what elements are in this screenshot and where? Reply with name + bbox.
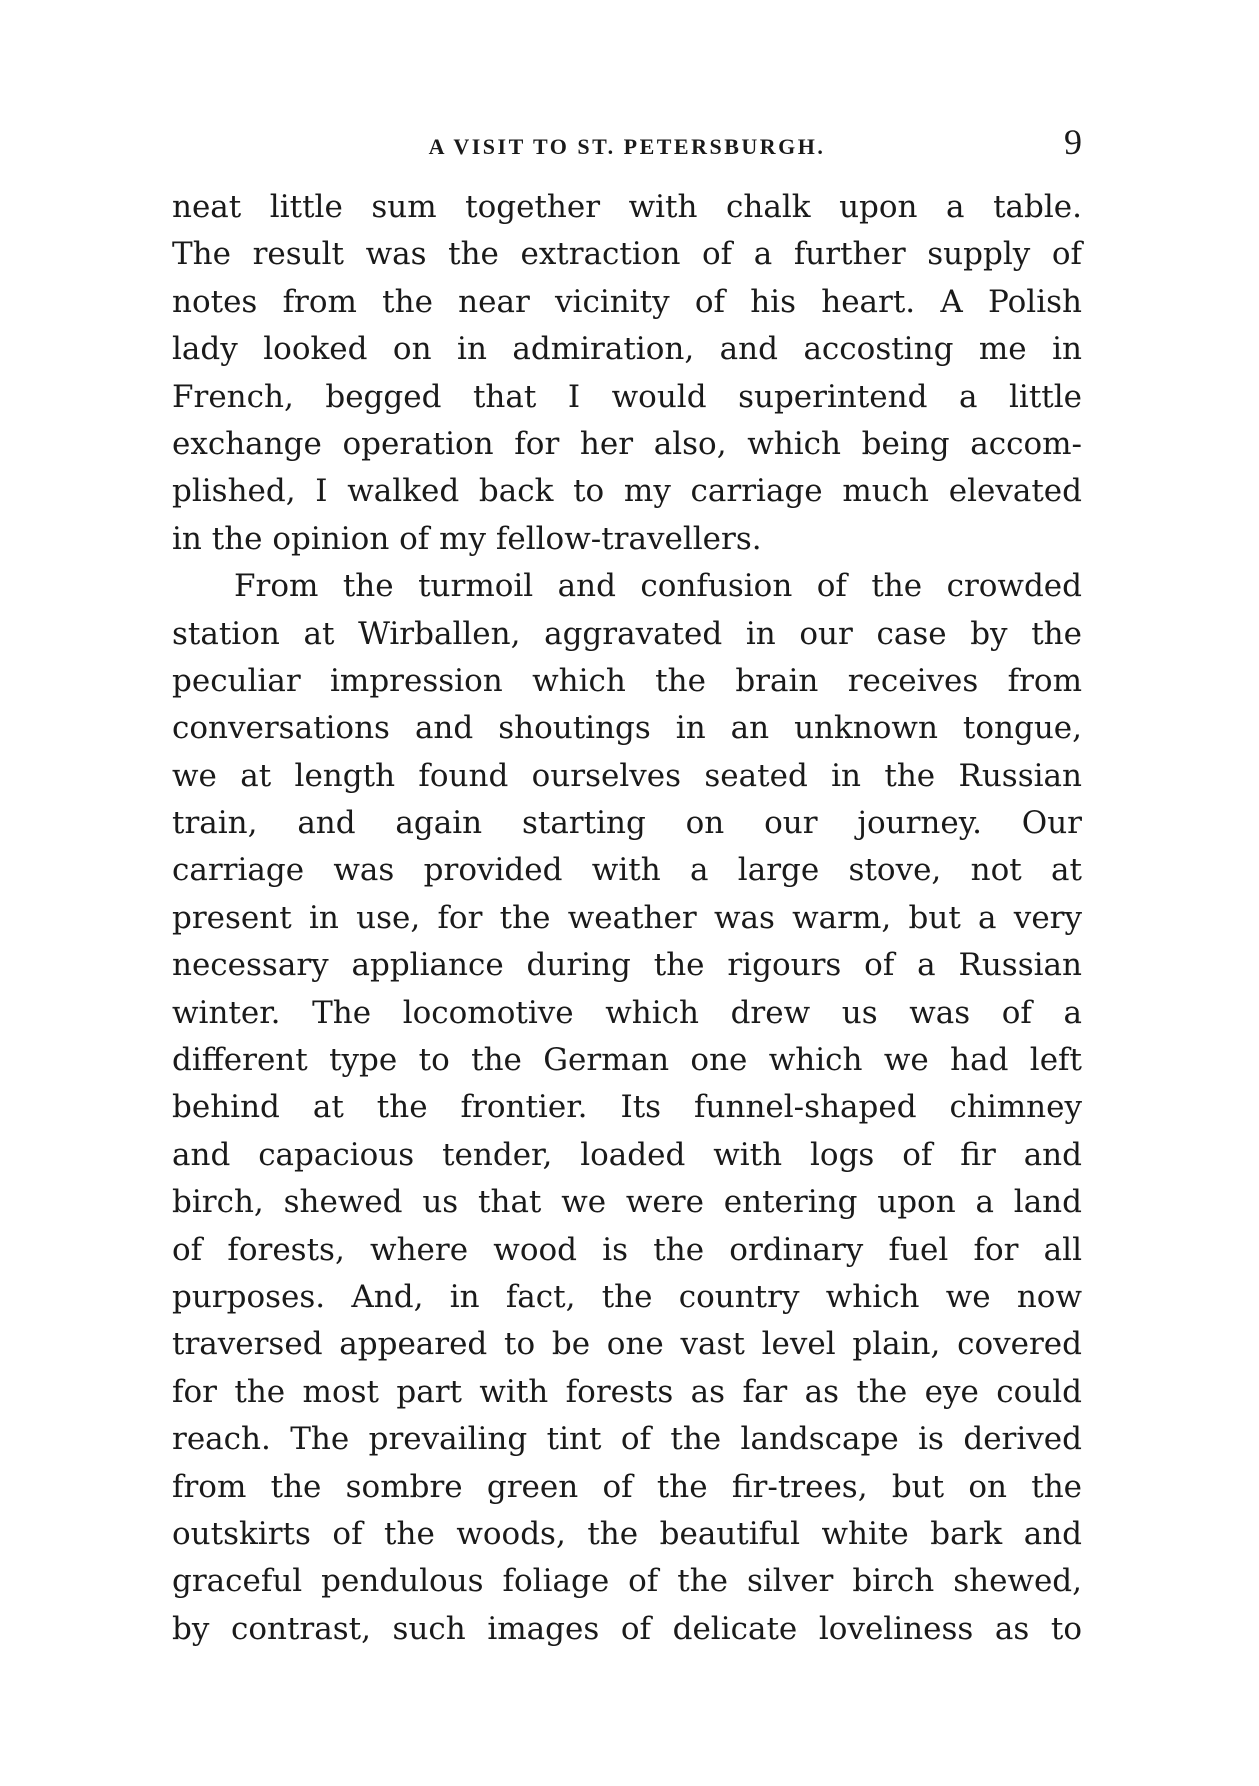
- running-title: A VISIT TO ST. PETERSBURGH.: [428, 134, 826, 159]
- text-line: winter. The locomotive which drew us was of a: [172, 994, 1082, 1031]
- text-line: traversed appeared to be one vast level plain, covered: [172, 1326, 1082, 1363]
- text-line: by contrast, such images of delicate loveliness as to: [172, 1610, 1082, 1647]
- text-line: of forests, where wood is the ordinary fuel for all: [172, 1231, 1082, 1268]
- text-line: reach. The prevailing tint of the landscape is derived: [172, 1421, 1082, 1458]
- text-line: conversations and shoutings in an unknown tongue,: [172, 710, 1082, 747]
- text-line: different type to the German one which we had left: [172, 1042, 1082, 1079]
- text-line: outskirts of the woods, the beautiful white bark and: [172, 1515, 1082, 1552]
- text-line: train, and again starting on our journey. Our: [172, 805, 1082, 842]
- text-line: From the turmoil and confusion of the crowded: [234, 568, 1082, 605]
- text-line: station at Wirballen, aggravated in our case by the: [172, 615, 1082, 652]
- text-line: notes from the near vicinity of his heart. A Polish: [172, 283, 1082, 320]
- text-line: graceful pendulous foliage of the silver birch shewed,: [172, 1563, 1082, 1600]
- text-line: from the sombre green of the fir-trees, but on the: [172, 1468, 1082, 1505]
- text-line: neat little sum together with chalk upon a table.: [172, 189, 1082, 225]
- text-line: necessary appliance during the rigours of a Russian: [172, 947, 1082, 984]
- text-line: we at length found ourselves seated in the Russian: [172, 757, 1082, 794]
- text-line: in the opinion of my fellow-travellers.: [172, 520, 762, 557]
- running-head: [172, 122, 1082, 168]
- text-line: birch, shewed us that we were entering upon a land: [172, 1184, 1082, 1221]
- text-line: purposes. And, in fact, the country which we now: [172, 1278, 1082, 1315]
- text-line: plished, I walked back to my carriage much elevated: [172, 473, 1082, 510]
- text-line: peculiar impression which the brain receives from: [172, 662, 1082, 699]
- text-line: French, begged that I would superintend a little: [172, 378, 1082, 415]
- text-line: and capacious tender, loaded with logs of fir and: [172, 1136, 1082, 1173]
- text-line: exchange operation for her also, which being accom-: [172, 425, 1082, 462]
- page-number: 9: [1064, 122, 1082, 162]
- text-line: lady looked on in admiration, and accosting me in: [172, 331, 1082, 368]
- body-text: [172, 184, 1082, 1653]
- text-line: carriage was provided with a large stove, not at: [172, 852, 1082, 889]
- text-line: present in use, for the weather was warm, but a very: [172, 899, 1082, 936]
- text-line: behind at the frontier. Its funnel-shaped chimney: [172, 1089, 1082, 1126]
- text-line: for the most part with forests as far as the eye could: [172, 1373, 1082, 1410]
- text-line: The result was the extraction of a further supply of: [172, 236, 1082, 273]
